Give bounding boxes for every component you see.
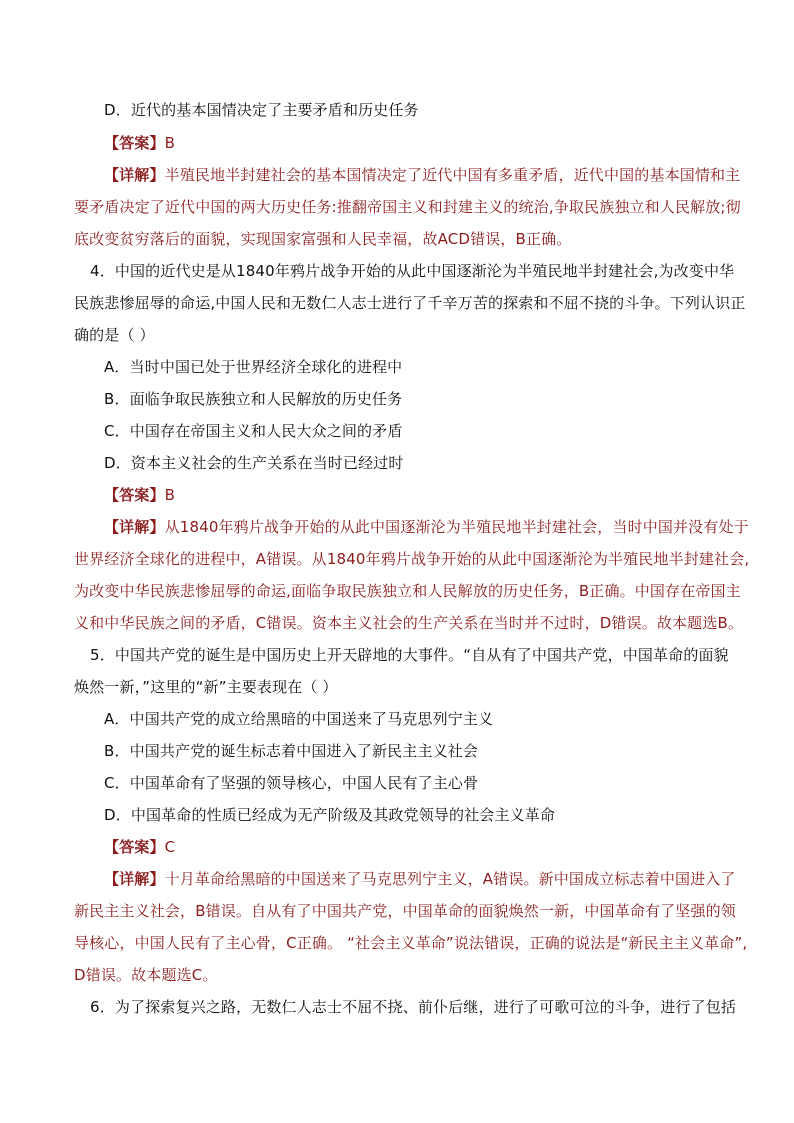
detail-text: 从1840年鸦片战争开始的从此中国逐渐沦为半殖民地半封建社会，当时中国并没有处于 [164, 518, 749, 536]
q5-option-d: D．中国革命的性质已经成为无产阶级及其政党领导的社会主义革命 [104, 806, 556, 824]
q4-detail-line-3: 为改变中华民族悲惨屈辱的命运,面临争取民族独立和人民解放的历史任务，B正确。中国存在帝国主 [74, 582, 741, 600]
q5-option-b: B．中国共产党的诞生标志着中国进入了新民主主义社会 [104, 742, 479, 760]
q4-option-d: D．资本主义社会的生产关系在当时已经过时 [104, 454, 404, 472]
q3-detail-line-1 [104, 165, 740, 185]
detail-label: 【详解】 [104, 166, 165, 184]
q4-answer [104, 485, 175, 505]
q4-detail-line-2: 世界经济全球化的进程中，A错误。从1840年鸦片战争开始的从此中国逐渐沦为半殖民地半封建社会, [74, 550, 750, 568]
answer-value: B [164, 486, 176, 504]
q5-option-a: A．中国共产党的成立给黑暗的中国送来了马克思列宁主义 [104, 710, 494, 728]
answer-value: B [164, 134, 176, 152]
answer-value: C [164, 838, 176, 856]
q4-stem-line-3: 确的是（ ） [74, 326, 155, 344]
detail-text: 半殖民地半封建社会的基本国情决定了近代中国有多重矛盾，近代中国的基本国情和主 [164, 166, 741, 184]
answer-label: 【答案】 [104, 134, 165, 152]
q3-answer [104, 133, 175, 153]
q5-option-c: C．中国革命有了坚强的领导核心，中国人民有了主心骨 [104, 774, 479, 792]
q3-detail-line-3: 底改变贫穷落后的面貌，实现国家富强和人民幸福，故ACD错误，B正确。 [74, 230, 572, 248]
detail-label: 【详解】 [104, 870, 165, 888]
q4-detail-line-1 [104, 517, 749, 537]
q5-stem-line-2: 焕然一新，”这里的“新”主要表现在（ ） [74, 678, 338, 696]
q5-detail-line-2: 新民主主义社会，B错误。自从有了中国共产党，中国革命的面貌焕然一新，中国革命有了坚强的领 [74, 902, 736, 920]
q4-option-c: C．中国存在帝国主义和人民大众之间的矛盾 [104, 422, 403, 440]
answer-label: 【答案】 [104, 838, 165, 856]
q4-stem-line-2: 民族悲惨屈辱的命运,中国人民和无数仁人志士进行了千辛万苦的探索和不屈不挠的斗争。下列认识正 [74, 294, 746, 312]
q5-detail-line-1 [104, 869, 736, 889]
q3-option-d: D．近代的基本国情决定了主要矛盾和历史任务 [104, 101, 419, 119]
answer-label: 【答案】 [104, 486, 165, 504]
q4-stem-line-1: 4．中国的近代史是从1840年鸦片战争开始的从此中国逐渐沦为半殖民地半封建社会,为改变中华 [90, 262, 735, 280]
q4-detail-line-4: 义和中华民族之间的矛盾，C错误。资本主义社会的生产关系在当时并不过时，D错误。故本题选B。 [74, 614, 744, 632]
q5-stem-line-1: 5．中国共产党的诞生是中国历史上开天辟地的大事件。“自从有了中国共产党，中国革命的面貌 [90, 646, 729, 664]
q5-detail-line-4: D错误。故本题选C。 [74, 966, 218, 984]
q4-option-b: B．面临争取民族独立和人民解放的历史任务 [104, 390, 403, 408]
q5-answer [104, 837, 175, 857]
q5-detail-line-3: 导核心，中国人民有了主心骨，C正确。 “社会主义革命”说法错误，正确的说法是“新民主主义革命”, [74, 934, 748, 952]
detail-label: 【详解】 [104, 518, 165, 536]
q6-stem-line-1: 6．为了探索复兴之路，无数仁人志士不屈不挠、前仆后继，进行了可歌可泣的斗争，进行了包括 [90, 998, 736, 1016]
detail-text: 十月革命给黑暗的中国送来了马克思列宁主义，A错误。新中国成立标志着中国进入了 [164, 870, 736, 888]
q3-detail-line-2: 要矛盾决定了近代中国的两大历史任务:推翻帝国主义和封建主义的统治,争取民族独立和人民解放;彻 [74, 198, 741, 216]
q4-option-a: A．当时中国已处于世界经济全球化的进程中 [104, 358, 403, 376]
